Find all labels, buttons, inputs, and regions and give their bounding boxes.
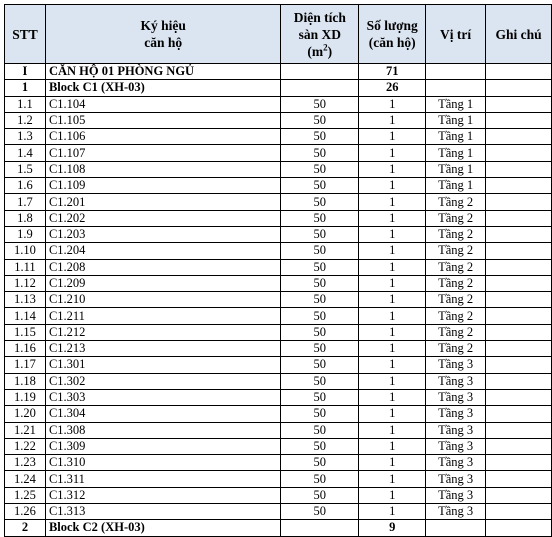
row-note [486,210,552,226]
row-stt: 1.10 [5,243,46,259]
row-location: Tầng 2 [426,194,486,210]
row-location: Tầng 3 [426,357,486,373]
row-apartment-code: C1.213 [45,341,280,357]
group-stt: I [5,64,46,80]
row-location: Tầng 2 [426,324,486,340]
group-name: Block C2 (XH-03) [45,520,280,536]
row-apartment-code: C1.302 [45,373,280,389]
table-row [5,357,552,373]
row-area: 50 [281,357,359,373]
row-area: 50 [281,194,359,210]
group-row-i [5,64,552,80]
row-quantity: 1 [359,373,426,389]
row-apartment-code: C1.308 [45,422,280,438]
table-row [5,210,552,226]
row-quantity: 1 [359,292,426,308]
row-apartment-code: C1.310 [45,455,280,471]
table-row [5,406,552,422]
row-location: Tầng 3 [426,487,486,503]
row-area: 50 [281,406,359,422]
row-stt: 1.2 [5,112,46,128]
row-stt: 1.16 [5,341,46,357]
row-quantity: 1 [359,178,426,194]
row-stt: 1.18 [5,373,46,389]
group-qty: 26 [359,80,426,96]
row-apartment-code: C1.203 [45,226,280,242]
row-area: 50 [281,129,359,145]
row-quantity: 1 [359,504,426,520]
row-location: Tầng 1 [426,96,486,112]
group-stt: 2 [5,520,46,536]
table-row [5,259,552,275]
row-area: 50 [281,373,359,389]
row-stt: 1.5 [5,161,46,177]
row-quantity: 1 [359,308,426,324]
table-row [5,341,552,357]
row-area: 50 [281,389,359,405]
row-area: 50 [281,341,359,357]
row-area: 50 [281,210,359,226]
row-location: Tầng 3 [426,422,486,438]
row-apartment-code: C1.312 [45,487,280,503]
table-row [5,226,552,242]
row-quantity: 1 [359,438,426,454]
row-apartment-code: C1.106 [45,129,280,145]
row-quantity: 1 [359,275,426,291]
row-location: Tầng 1 [426,112,486,128]
table-row [5,275,552,291]
row-area: 50 [281,145,359,161]
apartment-table-container [4,4,552,537]
table-row [5,112,552,128]
header-row [5,5,552,64]
table-row [5,455,552,471]
row-quantity: 1 [359,194,426,210]
row-quantity: 1 [359,161,426,177]
row-stt: 1.7 [5,194,46,210]
row-quantity: 1 [359,226,426,242]
row-location: Tầng 2 [426,292,486,308]
group-stt: 1 [5,80,46,96]
row-apartment-code: C1.202 [45,210,280,226]
row-note [486,129,552,145]
row-stt: 1.4 [5,145,46,161]
row-quantity: 1 [359,422,426,438]
row-area: 50 [281,243,359,259]
row-area: 50 [281,178,359,194]
row-location: Tầng 2 [426,308,486,324]
row-area: 50 [281,226,359,242]
row-note [486,324,552,340]
row-stt: 1.24 [5,471,46,487]
row-stt: 1.23 [5,455,46,471]
row-quantity: 1 [359,324,426,340]
table-row [5,308,552,324]
row-area: 50 [281,259,359,275]
row-location: Tầng 3 [426,373,486,389]
row-stt: 1.26 [5,504,46,520]
row-apartment-code: C1.311 [45,471,280,487]
row-location: Tầng 2 [426,275,486,291]
row-note [486,373,552,389]
row-note [486,194,552,210]
row-apartment-code: C1.107 [45,145,280,161]
row-note [486,178,552,194]
row-stt: 1.25 [5,487,46,503]
row-quantity: 1 [359,259,426,275]
row-quantity: 1 [359,210,426,226]
table-row [5,504,552,520]
table-row [5,471,552,487]
row-area: 50 [281,487,359,503]
row-quantity: 1 [359,96,426,112]
row-note [486,243,552,259]
row-note [486,357,552,373]
row-quantity: 1 [359,389,426,405]
row-quantity: 1 [359,341,426,357]
header-quantity: Số lượng (căn hộ) [359,5,426,64]
row-quantity: 1 [359,487,426,503]
row-note [486,438,552,454]
row-note [486,308,552,324]
row-apartment-code: C1.301 [45,357,280,373]
row-note [486,504,552,520]
row-stt: 1.19 [5,389,46,405]
row-area: 50 [281,504,359,520]
row-apartment-code: C1.303 [45,389,280,405]
table-row [5,422,552,438]
row-location: Tầng 2 [426,226,486,242]
row-apartment-code: C1.212 [45,324,280,340]
table-row [5,129,552,145]
table-row [5,438,552,454]
row-area: 50 [281,455,359,471]
row-stt: 1.15 [5,324,46,340]
row-location: Tầng 2 [426,210,486,226]
row-note [486,145,552,161]
row-apartment-code: C1.210 [45,292,280,308]
row-stt: 1.22 [5,438,46,454]
row-note [486,471,552,487]
group-row-block-c1 [5,80,552,96]
row-area: 50 [281,292,359,308]
row-area: 50 [281,161,359,177]
row-apartment-code: C1.208 [45,259,280,275]
group-note [486,80,552,96]
row-note [486,259,552,275]
row-apartment-code: C1.313 [45,504,280,520]
row-area: 50 [281,275,359,291]
row-stt: 1.17 [5,357,46,373]
row-quantity: 1 [359,112,426,128]
table-row [5,194,552,210]
row-stt: 1.13 [5,292,46,308]
group-name: Block C1 (XH-03) [45,80,280,96]
row-location: Tầng 2 [426,243,486,259]
row-apartment-code: C1.108 [45,161,280,177]
row-stt: 1.14 [5,308,46,324]
table-row [5,243,552,259]
row-location: Tầng 3 [426,438,486,454]
row-stt: 1.12 [5,275,46,291]
table-row [5,178,552,194]
row-quantity: 1 [359,129,426,145]
row-apartment-code: C1.209 [45,275,280,291]
row-apartment-code: C1.104 [45,96,280,112]
row-location: Tầng 2 [426,341,486,357]
row-apartment-code: C1.201 [45,194,280,210]
group-area [281,64,359,80]
row-area: 50 [281,422,359,438]
row-stt: 1.8 [5,210,46,226]
row-stt: 1.3 [5,129,46,145]
row-area: 50 [281,324,359,340]
row-stt: 1.11 [5,259,46,275]
row-quantity: 1 [359,145,426,161]
row-stt: 1.20 [5,406,46,422]
row-note [486,96,552,112]
row-area: 50 [281,112,359,128]
row-location: Tầng 3 [426,389,486,405]
row-location: Tầng 1 [426,129,486,145]
row-location: Tầng 3 [426,406,486,422]
row-location: Tầng 3 [426,471,486,487]
row-stt: 1.9 [5,226,46,242]
group-location [426,64,486,80]
row-quantity: 1 [359,357,426,373]
row-note [486,487,552,503]
group-qty: 71 [359,64,426,80]
row-location: Tầng 3 [426,455,486,471]
row-note [486,226,552,242]
row-quantity: 1 [359,455,426,471]
row-stt: 1.1 [5,96,46,112]
row-apartment-code: C1.304 [45,406,280,422]
apartment-table [4,4,552,537]
row-area: 50 [281,96,359,112]
row-note [486,422,552,438]
row-quantity: 1 [359,471,426,487]
group-area [281,80,359,96]
header-apartment-code: Ký hiệu căn hộ [45,5,280,64]
group-location [426,80,486,96]
row-note [486,112,552,128]
table-row [5,324,552,340]
group-name: CĂN HỘ 01 PHÒNG NGỦ [45,64,280,80]
row-apartment-code: C1.211 [45,308,280,324]
group-note [486,64,552,80]
row-location: Tầng 1 [426,145,486,161]
table-row [5,487,552,503]
table-row [5,292,552,308]
table-row [5,373,552,389]
row-location: Tầng 2 [426,259,486,275]
row-apartment-code: C1.105 [45,112,280,128]
row-location: Tầng 1 [426,161,486,177]
group-qty: 9 [359,520,426,536]
row-apartment-code: C1.309 [45,438,280,454]
header-stt: STT [5,5,46,64]
row-area: 50 [281,438,359,454]
row-area: 50 [281,308,359,324]
header-location: Vị trí [426,5,486,64]
row-note [486,275,552,291]
row-location: Tầng 3 [426,504,486,520]
header-floor-area: Diện tích sàn XD $(m^2)$ [281,5,359,64]
row-stt: 1.21 [5,422,46,438]
row-note [486,161,552,177]
table-row [5,96,552,112]
row-quantity: 1 [359,406,426,422]
row-apartment-code: C1.204 [45,243,280,259]
row-location: Tầng 1 [426,178,486,194]
row-note [486,389,552,405]
table-row [5,161,552,177]
row-quantity: 1 [359,243,426,259]
header-note: Ghi chú [486,5,552,64]
row-apartment-code: C1.109 [45,178,280,194]
row-stt: 1.6 [5,178,46,194]
row-note [486,455,552,471]
row-area: 50 [281,471,359,487]
row-note [486,292,552,308]
row-note [486,406,552,422]
table-row [5,145,552,161]
table-row [5,389,552,405]
row-note [486,341,552,357]
